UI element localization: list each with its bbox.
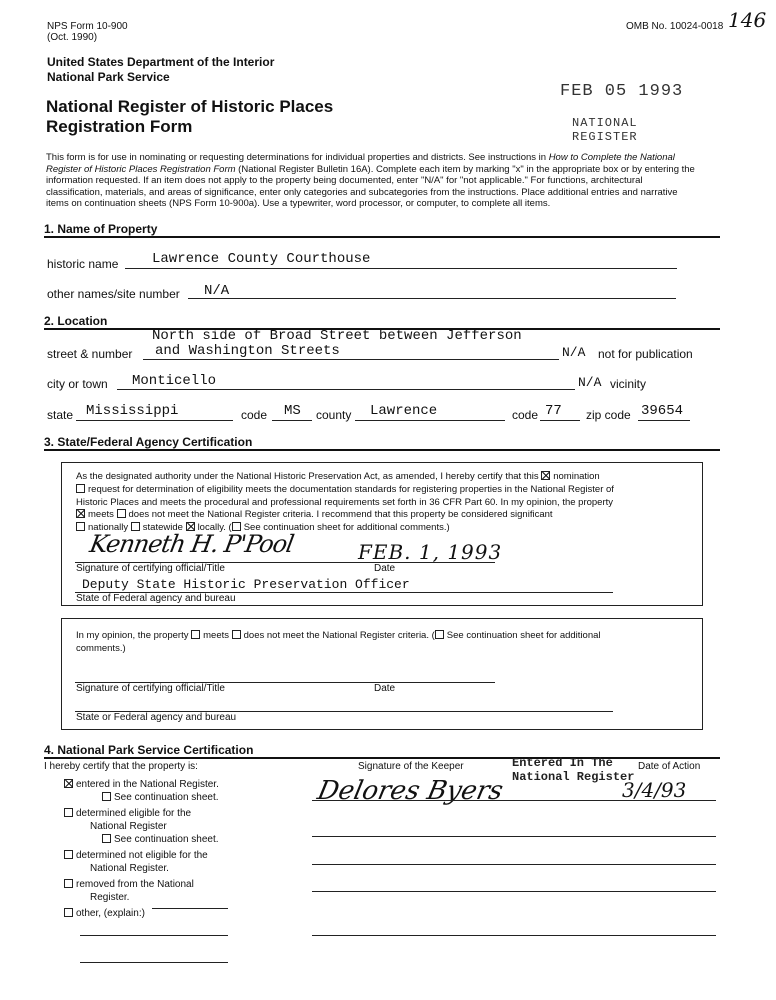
other-names-line <box>188 298 676 299</box>
section-3-title: 3. State/Federal Agency Certification <box>44 435 253 449</box>
department-name: United States Department of the Interior <box>47 55 275 69</box>
title-line-2: Registration Form <box>46 117 193 136</box>
received-stamp-date: FEB 05 1993 <box>560 82 684 101</box>
agency-label-1: State of Federal agency and bureau <box>76 593 236 604</box>
opinion-line-2: comments.) <box>76 642 126 654</box>
street-label: street & number <box>47 347 133 361</box>
eligible-continuation-checkbox[interactable] <box>102 834 111 843</box>
county-line <box>355 420 505 421</box>
cert-line-1b: nomination <box>553 471 600 482</box>
city-label: city or town <box>47 377 108 391</box>
keeper-line-5 <box>312 935 716 936</box>
keeper-signature: Delores Byers <box>314 776 506 806</box>
opinion-line-1 <box>76 630 691 643</box>
keeper-line-4 <box>312 891 716 892</box>
instructions-text-1: This form is for use in nominating or requesting determinations for individual properties and districts. See instructions in <box>46 152 549 163</box>
not-for-publication-na[interactable]: N/A <box>562 345 586 360</box>
eligible-checkbox[interactable] <box>64 808 73 817</box>
state-certification-text <box>76 471 691 535</box>
entered-continuation-label: See continuation sheet. <box>114 792 219 803</box>
other-line-2 <box>80 935 228 936</box>
date-label-2: Date <box>374 683 396 694</box>
nomination-checkbox[interactable] <box>541 471 550 480</box>
entered-continuation-checkbox[interactable] <box>102 792 111 801</box>
meets-checkbox[interactable] <box>76 509 85 518</box>
status-eligible-cont: National Register <box>90 821 167 832</box>
date-label-1: Date <box>374 563 396 574</box>
vicinity-na[interactable]: N/A <box>578 375 602 390</box>
certification-date: FEB. 1, 1993 <box>358 540 503 564</box>
cert-line-4b: does not meet the National Register criteria. I recommend that this property be considered significant <box>128 509 553 521</box>
zip-label: zip code <box>586 408 631 422</box>
keeper-label: Signature of the Keeper <box>358 761 464 772</box>
page-title <box>46 97 333 137</box>
nationally-checkbox[interactable] <box>76 522 85 531</box>
signature-label-1: Signature of certifying official/Title <box>76 563 225 574</box>
state-code-line <box>272 420 312 421</box>
status-removed-cont: Register. <box>90 892 130 903</box>
continuation-label-1: See continuation sheet for additional comments.) <box>243 522 450 534</box>
vicinity-label: vicinity <box>610 377 647 391</box>
state-code-value[interactable]: MS <box>284 403 301 419</box>
status-eligible[interactable] <box>64 807 219 820</box>
county-label: county <box>316 408 352 422</box>
county-code-label: code <box>512 408 539 422</box>
other-names-label: other names/site number <box>47 287 180 301</box>
request-checkbox[interactable] <box>76 484 85 493</box>
cert-meets-label: meets <box>88 509 114 521</box>
section-4-title: 4. National Park Service Certification <box>44 743 254 757</box>
opinion-a: In my opinion, the property <box>76 630 189 641</box>
does-not-meet-checkbox[interactable] <box>117 509 126 518</box>
keeper-line-3 <box>312 864 716 865</box>
not-eligible-checkbox[interactable] <box>64 850 73 859</box>
other-line-3 <box>80 962 228 963</box>
agency-label-2: State or Federal agency and bureau <box>76 712 237 723</box>
section-2-title: 2. Location <box>44 314 108 328</box>
keeper-line-1 <box>312 800 716 801</box>
stamp-line-1: NATIONAL <box>572 116 638 130</box>
title-line-1: National Register of Historic Places <box>46 97 334 116</box>
opinion-meets-checkbox[interactable] <box>191 630 200 639</box>
service-name: National Park Service <box>47 70 170 84</box>
historic-name-label: historic name <box>47 257 119 271</box>
omb-number: OMB No. 10024-0018 <box>626 21 724 32</box>
status-not-eligible-cont: National Register. <box>90 863 169 874</box>
instructions <box>46 152 696 210</box>
agency-block <box>47 55 274 85</box>
section-1-title: 1. Name of Property <box>44 222 158 236</box>
form-number-block <box>47 21 128 43</box>
certifying-official-signature: Kenneth H. P'Pool <box>87 530 296 558</box>
state-label: state <box>47 408 74 422</box>
state-code-label: code <box>241 408 268 422</box>
entered-stamp-line-1: Entered In The <box>512 756 613 770</box>
date-of-action-label: Date of Action <box>638 761 701 772</box>
opinion-does-not-meet-checkbox[interactable] <box>232 630 241 639</box>
cert-line-2-text: request for determination of eligibility meets the documentation standards for registering properties in the National Register of <box>88 483 614 495</box>
historic-name-value[interactable]: Lawrence County Courthouse <box>152 251 371 267</box>
entered-stamp-line-2: National Register <box>512 770 635 784</box>
opinion-c: does not meet the National Register criteria. ( <box>243 630 435 641</box>
handwritten-number: 146 <box>728 8 767 32</box>
continuation-checkbox-2[interactable] <box>435 630 444 639</box>
status-eligible-continuation[interactable] <box>64 833 219 846</box>
stamp-line-2: REGISTER <box>572 130 638 144</box>
not-for-publication-label: not for publication <box>598 347 693 361</box>
entered-label: entered in the National Register. <box>76 779 219 790</box>
official-title-value[interactable]: Deputy State Historic Preservation Officer <box>82 577 410 592</box>
status-removed[interactable] <box>64 878 219 891</box>
cert-line-2 <box>76 484 691 497</box>
other-label: other, (explain:) <box>76 908 145 919</box>
eligible-continuation-label: See continuation sheet. <box>114 834 219 845</box>
signature-label-2: Signature of certifying official/Title <box>76 683 225 694</box>
entered-checkbox[interactable] <box>64 779 73 788</box>
status-not-eligible[interactable] <box>64 849 219 862</box>
zip-line <box>638 420 690 421</box>
cert-line-1a: As the designated authority under the National Historic Preservation Act, as amended, I hereby certify that this <box>76 471 539 482</box>
statewide-label: statewide <box>142 522 183 534</box>
keeper-line-2 <box>312 836 716 837</box>
other-explain-line <box>152 908 228 909</box>
state-value[interactable]: Mississippi <box>86 403 179 419</box>
removed-checkbox[interactable] <box>64 879 73 888</box>
not-eligible-label: determined not eligible for the <box>76 850 208 861</box>
opinion-b: meets <box>203 630 229 641</box>
instructions-text-2: (National Register Bulletin 16A). Complete each item by marking "x" in the appropriate box or by entering the information requested. If an item does not apply to the property being documented, enter "N/A" for "not applicable." For functions, architectural classification, materials, and areas of significance, enter only categories and subcategories from the instructions. Place additional entries and narrative items on continuation sheets (NPS Form 10-900a). Use a typewriter, word processor, or computer, to complete all items. <box>46 163 695 209</box>
street-line-2-value[interactable]: and Washington Streets <box>155 343 340 359</box>
certify-label: I hereby certify that the property is: <box>44 761 198 772</box>
state-line <box>76 420 233 421</box>
section-1-rule <box>44 236 720 238</box>
city-line <box>117 389 575 390</box>
entered-stamp <box>512 756 634 784</box>
status-entered[interactable] <box>64 778 219 791</box>
cert-line-4 <box>76 509 691 522</box>
form-date: (Oct. 1990) <box>47 32 98 43</box>
form-number: NPS Form 10-900 <box>47 21 128 32</box>
removed-label: removed from the National <box>76 879 194 890</box>
county-value[interactable]: Lawrence <box>370 403 438 419</box>
cert-line-1 <box>76 471 691 484</box>
city-value[interactable]: Monticello <box>132 373 217 389</box>
section-3-rule <box>44 449 720 451</box>
county-code-line <box>540 420 580 421</box>
action-date: 3/4/93 <box>622 778 687 802</box>
locally-label: locally. ( <box>197 522 232 534</box>
street-line <box>143 359 559 360</box>
received-stamp <box>572 116 638 144</box>
status-entered-continuation[interactable] <box>64 791 219 804</box>
other-checkbox[interactable] <box>64 908 73 917</box>
nps-status-list <box>64 778 219 920</box>
opinion-text <box>76 630 691 656</box>
county-code-value[interactable]: 77 <box>545 403 562 419</box>
cert-line-3: Historic Places and meets the procedural and professional requirements set forth in 36 CFR Part 60. In my opinion, the property <box>76 496 614 508</box>
street-line-1-value[interactable]: North side of Broad Street between Jefferson <box>152 328 522 344</box>
instructions-italic: How to Complete the National Register of Historic Places Registration Form <box>46 152 675 175</box>
other-names-value[interactable]: N/A <box>204 283 230 299</box>
eligible-label: determined eligible for the <box>76 808 192 819</box>
nationally-label: nationally <box>88 522 129 534</box>
historic-name-line <box>125 268 677 269</box>
zip-value[interactable]: 39654 <box>641 403 684 419</box>
opinion-d: See continuation sheet for additional <box>446 630 601 641</box>
